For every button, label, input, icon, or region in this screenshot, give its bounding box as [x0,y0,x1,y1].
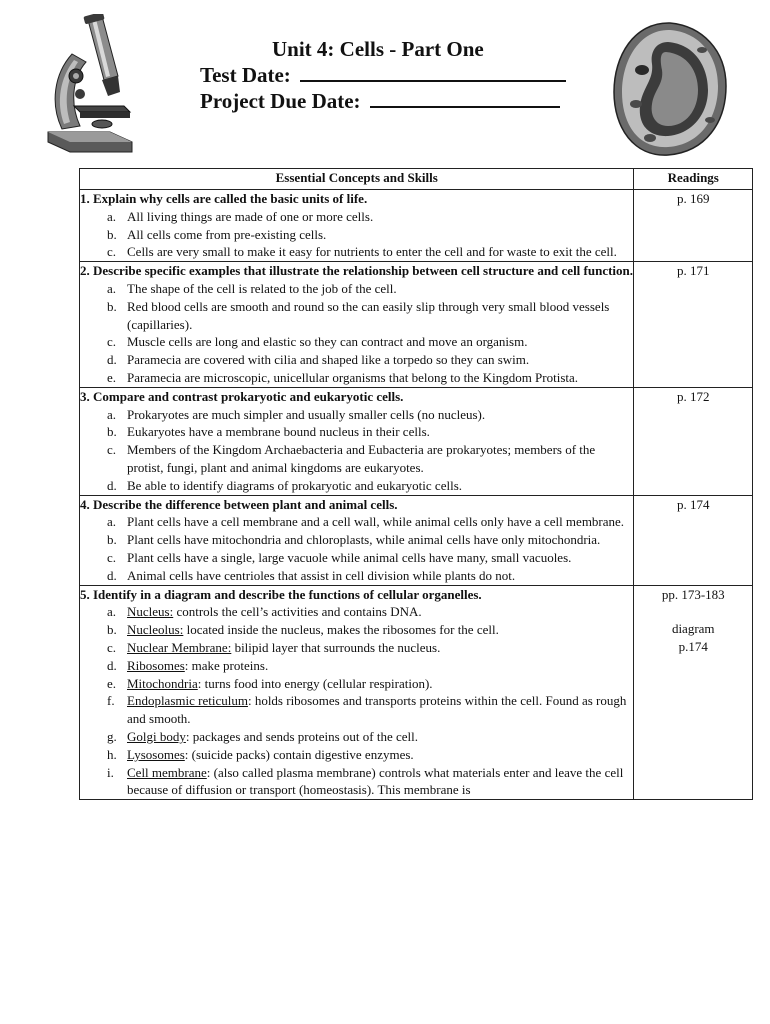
question-heading: 5. Identify in a diagram and describe the functions of cellular organelles. [80,586,482,602]
concept-cell [80,387,634,495]
list-item: b. Nucleolus: located inside the nucleus, makes the ribosomes for the cell. [107,622,499,638]
list-item: c. Members of the Kingdom Archaebacteria and Eubacteria are prokaryotes; members of the protist, fungi, plant and animal kingdoms are eukaryotes. [107,442,596,475]
question-heading: 2. Describe specific examples that illustrate the relationship between cell structure and cell function. [80,263,634,279]
list-item: d. Animal cells have centrioles that assist in cell division while plants do not. [107,567,516,583]
list-item: a. All living things are made of one or more cells. [107,208,374,224]
project-due-label: Project Due Date: [200,89,361,113]
question-heading: 3. Compare and contrast prokaryotic and eukaryotic cells. [80,388,404,404]
sub-list [80,406,633,495]
reading-cell: p. 169 [634,190,753,262]
list-item: b. Plant cells have mitochondria and chloroplasts, while animal cells have only mitochondria. [107,532,601,548]
table-row [80,262,753,388]
list-item: a. Plant cells have a cell membrane and a cell wall, while animal cells only have a cell membrane. [107,514,625,530]
list-item: c. Nuclear Membrane: bilipid layer that surrounds the nucleus. [107,639,441,655]
list-item: c. Muscle cells are long and elastic so they can contract and move an organism. [107,334,528,350]
question-heading: 4. Describe the difference between plant and animal cells. [80,496,398,512]
list-item: d. Be able to identify diagrams of prokaryotic and eukaryotic cells. [107,477,462,493]
test-date-label: Test Date: [200,63,291,87]
reading-cell: p. 172 [634,387,753,495]
page-title: Unit 4: Cells - Part One [272,37,484,61]
list-item: c. Plant cells have a single, large vacuole while animal cells have many, small vacuoles. [107,549,572,565]
table-row [80,495,753,585]
concept-cell [80,495,634,585]
table-row [80,585,753,800]
sub-list [80,280,633,387]
concept-cell [80,585,634,800]
question-heading: 1. Explain why cells are called the basic units of life. [80,191,368,206]
reading-cell: p. 174 [634,495,753,585]
list-item: b. Eukaryotes have a membrane bound nucleus in their cells. [107,424,430,440]
column-header-readings: Readings [634,169,753,190]
list-item: e. Paramecia are microscopic, unicellular organisms that belong to the Kingdom Protista. [107,369,579,385]
list-item: b. Red blood cells are smooth and round so the can easily slip through very small blood vessels (capillaries). [107,298,610,332]
reading-cell: p. 171 [634,262,753,388]
list-item: i. Cell membrane: (also called plasma membrane) controls what materials enter and leave the cell because of diffusion or transport (homeostasis). This membrane is [107,764,624,798]
column-header-concepts: Essential Concepts and Skills [80,169,634,190]
list-item: e. Mitochondria: turns food into energy (cellular respiration). [107,675,433,691]
list-item: h. Lysosomes: (suicide packs) contain digestive enzymes. [107,746,414,762]
list-item: a. Prokaryotes are much simpler and usually smaller cells (no nucleus). [107,406,486,422]
microscope-icon [40,14,140,159]
sub-list [80,603,633,799]
project-due-line [200,88,580,114]
reading-diagram-page: p.174 [678,639,708,655]
table-row [80,387,753,495]
list-item: d. Ribosomes: make proteins. [107,657,269,673]
list-item: d. Paramecia are covered with cilia and shaped like a torpedo so they can swim. [107,352,530,368]
test-date-blank [300,62,566,82]
test-date-line [200,62,580,88]
concept-cell [80,262,634,388]
list-item: b. All cells come from pre-existing cells. [107,226,327,242]
list-item: g. Golgi body: packages and sends proteins out of the cell. [107,728,419,744]
sub-list [80,513,633,584]
reading-pages: pp. 173-183 [661,586,725,602]
reading-diagram-label: diagram [671,621,715,637]
table-header-row [80,169,753,190]
list-item: a. The shape of the cell is related to the job of the cell. [107,280,397,296]
reading-cell [634,585,753,800]
sub-list [80,208,633,261]
table-row [80,190,753,262]
concepts-table [79,168,753,800]
project-due-blank [370,88,560,108]
list-item: c. Cells are very small to make it easy for nutrients to enter the cell and for waste to exit the cell. [107,244,617,260]
list-item: a. Nucleus: controls the cell’s activities and contains DNA. [107,604,422,620]
concept-cell [80,190,634,262]
plant-cell-icon [610,20,730,158]
list-item: f. Endoplasmic reticulum: holds ribosomes and transports proteins within the cell. Found as rough and smooth. [107,693,627,727]
page-header [0,0,770,165]
